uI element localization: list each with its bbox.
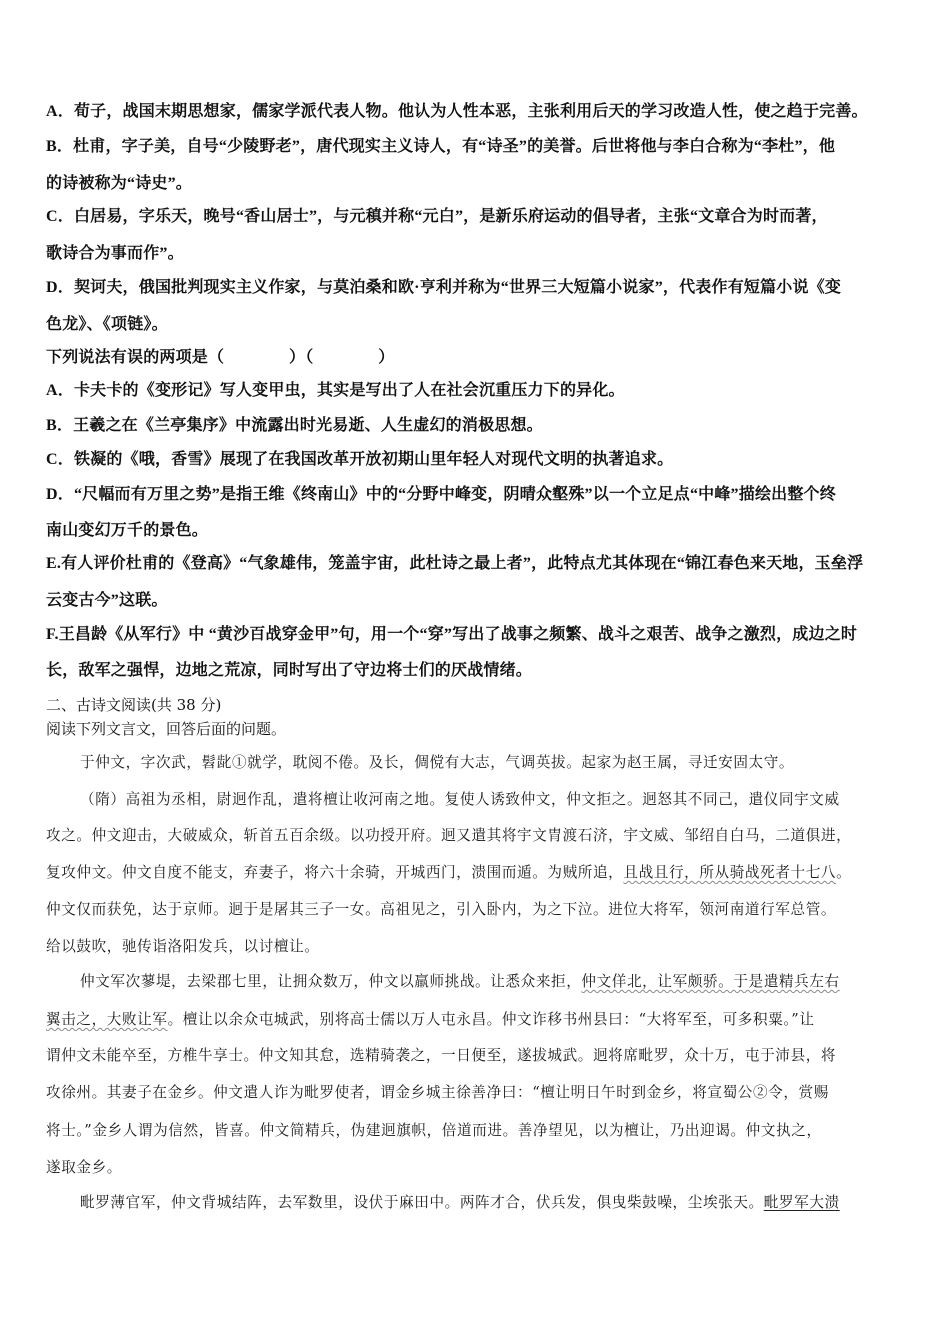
passage-p2-line1: （隋）高祖为丞相，尉迥作乱，遣将檀让收河南之地。复使人诱致仲文，仲文拒之。迥怒其不同己，遣仪同宇文威 [80, 791, 840, 808]
underlined-phrase-wavy: 仲文佯北，让军颇骄。于是遣精兵左右 [581, 973, 840, 990]
passage-p2-line3-text: 复攻仲文。仲文自度不能支，弃妻子，将六十余骑，开城西门，溃围而遁。为贼所追， [46, 864, 624, 881]
reading-instruction: 阅读下列文言文，回答后面的问题。 [46, 720, 287, 738]
option-c-tieninng: C．铁凝的《哦，香雪》展现了在我国改革开放初期山里年轻人对现代文明的执著追求。 [46, 451, 674, 468]
passage-p4-line1-text: 毗罗薄官军，仲文背城结阵，去军数里，设伏于麻田中。两阵才合，伏兵发，俱曳柴鼓噪，尘埃张天。 [80, 1194, 764, 1211]
option-d-chekhov-line2: 色龙》、《项链》。 [46, 316, 168, 333]
passage-p2-line4: 仲文仅而获免，达于京师。迥于是屠其三子一女。高祖见之，引入卧内，为之下泣。进位大将军，领河南道行军总管。 [46, 901, 837, 918]
passage-p4-line1 [80, 1192, 908, 1214]
option-b-wangxizhi: B．王羲之在《兰亭集序》中流露出时光易逝、人生虚幻的消极思想。 [46, 417, 543, 434]
option-c-baijuyi-line2: 歌诗合为事而作”。 [46, 245, 184, 262]
underlined-phrase-wavy-2: 翼击之，大败让军 [46, 1011, 168, 1028]
option-d-chekhov-line1: D．契诃夫，俄国批判现实主义作家，与莫泊桑和欧·亨利并称为“世界三大短篇小说家”，代表作有短篇小说《变 [46, 279, 842, 296]
passage-p3-line1-text: 仲文军次蓼堤，去梁郡七里，让拥众数万，仲文以羸师挑战。让悉众来拒， [80, 973, 582, 990]
option-e-denggao-line2: 云变古今”这联。 [46, 592, 168, 609]
option-f-congjunxing-line2: 长，敌军之强悍，边地之荒凉，同时写出了守边将士们的厌战情绪。 [46, 662, 533, 679]
underlined-sentence-wavy: 且战且行，所从骑战死者十七八 [623, 864, 837, 881]
passage-p3-line1 [80, 971, 908, 993]
option-b-dufu-line2: 的诗被称为“诗史”。 [46, 175, 193, 192]
passage-paragraph-1: 于仲文，字次武，髫龀①就学，耽阅不倦。及长，倜傥有大志，气调英拔。起家为赵王属，寻迁安固太守。 [80, 754, 795, 771]
passage-p3-line3: 谓仲文未能卒至，方椎牛享士。仲文知其怠，选精骑袭之，一日便至，遂拔城武。迥将席毗罗，众十万，屯于沛县，将 [46, 1047, 837, 1064]
passage-p3-line6: 遂取金乡。 [46, 1159, 122, 1176]
option-a-xunzi: A．荀子，战国末期思想家，儒家学派代表人物。他认为人性本恶，主张利用后天的学习改造人性，使之趋于完善。 [46, 103, 868, 120]
passage-p2-line2: 攻之。仲文迎击，大破威众，斩首五百余级。以功授开府。迥又遣其将宇文胄渡石济，宇文威、邹绍自白马，二道俱进， [46, 827, 852, 844]
option-a-kafka: A．卡夫卡的《变形记》写人变甲虫，其实是写出了人在社会沉重压力下的异化。 [46, 382, 625, 399]
passage-p2-line3 [46, 862, 908, 884]
option-d-wangwei-line1: D．“尺幅而有万里之势”是指王维《终南山》中的“分野中峰变，阴晴众壑殊”以一个立足点“中峰”描绘出整个终 [46, 486, 836, 503]
option-c-baijuyi-line1: C．白居易，字乐天，晚号“香山居士”，与元稹并称“元白”，是新乐府运动的倡导者，主张“文章合为时而著， [46, 208, 828, 225]
option-e-denggao-line1: E.有人评价杜甫的《登高》“气象雄伟，笼盖宇宙，此杜诗之最上者”，此特点尤其体现在“锦江春色来天地，玉垒浮 [46, 555, 864, 572]
passage-p2-line3-end: 。 [836, 864, 852, 881]
option-f-congjunxing-line1: F.王昌龄《从军行》中 “黄沙百战穿金甲”句，用一个“穿”写出了战事之频繁、战斗之艰苦、战争之激烈，成边之时 [46, 626, 858, 643]
question-stem: 下列说法有误的两项是（ ）（ ） [46, 349, 395, 366]
passage-p2-line5: 给以鼓吹，驰传诣洛阳发兵，以讨檀让。 [46, 938, 320, 955]
option-d-wangwei-line2: 南山变幻万千的景色。 [46, 522, 209, 539]
section-heading: 二、古诗文阅读(共 38 分) [46, 696, 222, 714]
option-b-dufu-line1: B．杜甫，字子美，自号“少陵野老”，唐代现实主义诗人，有“诗圣”的美誉。后世将他与李白合称为“李杜”，他 [46, 138, 836, 155]
passage-p3-line2-text: 。檀让以余众屯城武，别将高士儒以万人屯永昌。仲文诈移书州县曰：“大将军至，可多积粟。”让 [167, 1011, 815, 1028]
passage-p3-line5: 将士。”金乡人谓为信然，皆喜。仲文简精兵，伪建迥旗帜，倍道而进。善净望见，以为檀让，乃出迎谒。仲文执之， [46, 1122, 822, 1139]
passage-p3-line4: 攻徐州。其妻子在金乡。仲文遣人诈为毗罗使者，谓金乡城主徐善净曰：“檀让明日午时到金乡，将宣蜀公②令，赏赐 [46, 1084, 829, 1101]
underlined-phrase-straight: 毗罗军大溃 [763, 1194, 840, 1211]
passage-p3-line2 [46, 1009, 908, 1031]
